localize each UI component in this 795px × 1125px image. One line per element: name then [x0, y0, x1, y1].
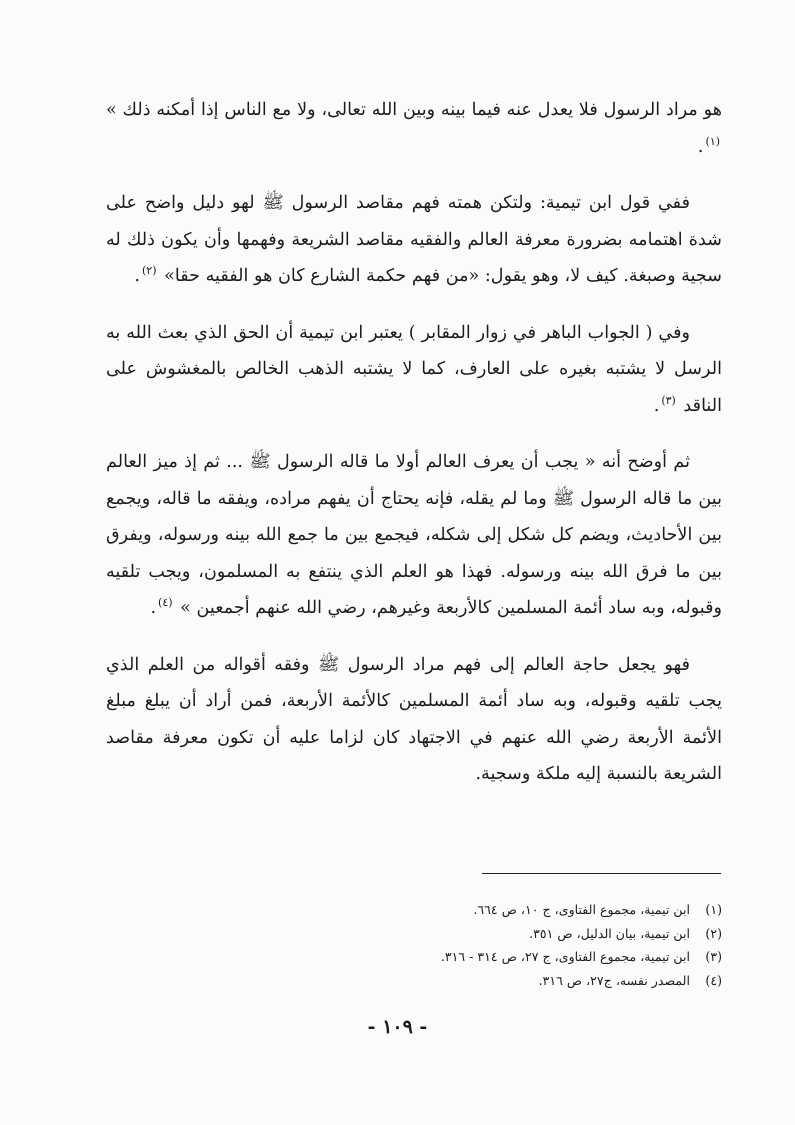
paragraph-1: [106, 92, 722, 165]
paragraph-end: .: [697, 136, 704, 157]
paragraph-text: ففي قول ابن تيمية: ولتكن همته فهم مقاصد الرسول ﷺ لهو دليل واضح على شدة اهتمامه بضرورة معرفة العالم والفقيه مقاصد الشريعة وفهمها وأن يكون ذلك له سجية وصبغة. كيف لا، وهو يقول: «من فهم حكمة الشارع كان هو الفقيه حقا»: [106, 193, 722, 286]
footnote-text: ابن تيمية، مجموع الفتاوى، ج ٢٧، ص ٣١٤ - ٣١٦.: [440, 949, 690, 964]
footnote-text: ابن تيمية، بيان الدليل، ص ٣٥١.: [529, 925, 690, 941]
paragraph-4: [106, 444, 722, 627]
footnote-number: (١): [705, 902, 722, 917]
footnote-number: (٢): [705, 925, 722, 941]
paragraph-end: .: [134, 266, 140, 286]
footnote-item: [106, 945, 722, 969]
footnote-divider: [482, 873, 721, 874]
paragraph-3: [106, 315, 722, 425]
footnote-item: [106, 969, 722, 993]
footnote-ref-4: (٤): [158, 596, 173, 610]
paragraph-text: فهو يجعل حاجة العالم إلى فهم مراد الرسول ﷺ وفقه أقواله من العلم الذي يجب تلقيه وقبوله، وبه ساد أئمة المسلمين كالأئمة الأربعة، فمن أراد أن يبلغ مبلغ الأئمة الأربعة رضي الله عنهم في الاجتهاد كان لزاما عليه أن تكون معرفة مقاصد الشريعة بالنسبة إليه ملكة وسجية.: [106, 654, 722, 784]
footnote-ref-1: (١): [705, 134, 720, 148]
paragraph-end: .: [150, 598, 157, 618]
footnote-ref-2: (٢): [142, 264, 157, 278]
footnotes-list: [106, 898, 722, 992]
page-number: - ١٠٩ -: [367, 1016, 428, 1038]
paragraph-text: وفي ( الجواب الباهر في زوار المقابر ) يعتبر ابن تيمية أن الحق الذي بعث الله به الرسل لا يشتبه بغيره على العارف، كما لا يشتبه الذهب الخالص بالمغشوش على الناقد: [106, 322, 722, 416]
footnote-item: [106, 898, 722, 922]
paragraph-text: هو مراد الرسول فلا يعدل عنه فيما بينه وبين الله تعالى، ولا مع الناس إذا أمكنه ذلك »: [106, 100, 722, 120]
footnote-text: ابن تيمية، مجموع الفتاوى، ج ١٠، ص ٦٦٤.: [473, 902, 690, 917]
paragraph-text: ثم أوضح أنه « يجب أن يعرف العالم أولا ما قاله الرسول ﷺ ... ثم إذ ميز العالم بين ما قاله الرسول ﷺ وما لم يقله، فإنه يحتاج أن يفهم مراده، ويفقه ما قاله، ويجمع بين الأحاديث، ويضم كل شكل إلى شكله، فيجمع بين ما جمع الله بينه ورسوله، ويفرق بين ما فرق الله بينه ورسوله. فهذا هو العلم الذي ينتفع به المسلمون، ويجب تلقيه وقبوله، وبه ساد أئمة المسلمين كالأربعة وغيرهم، رضي الله عنهم أجمعين »: [106, 452, 722, 618]
paragraph-end: .: [653, 395, 660, 416]
paragraph-5: [106, 647, 722, 793]
footnote-text: المصدر نفسه، ج٢٧، ص ٣١٦.: [538, 972, 690, 988]
main-text: [106, 92, 722, 813]
paragraph-2: [106, 185, 722, 295]
footnote-number: (٤): [705, 972, 722, 988]
footnote-ref-3: (٣): [661, 393, 676, 407]
footnote-number: (٣): [705, 949, 722, 964]
footnote-item: [106, 922, 722, 946]
